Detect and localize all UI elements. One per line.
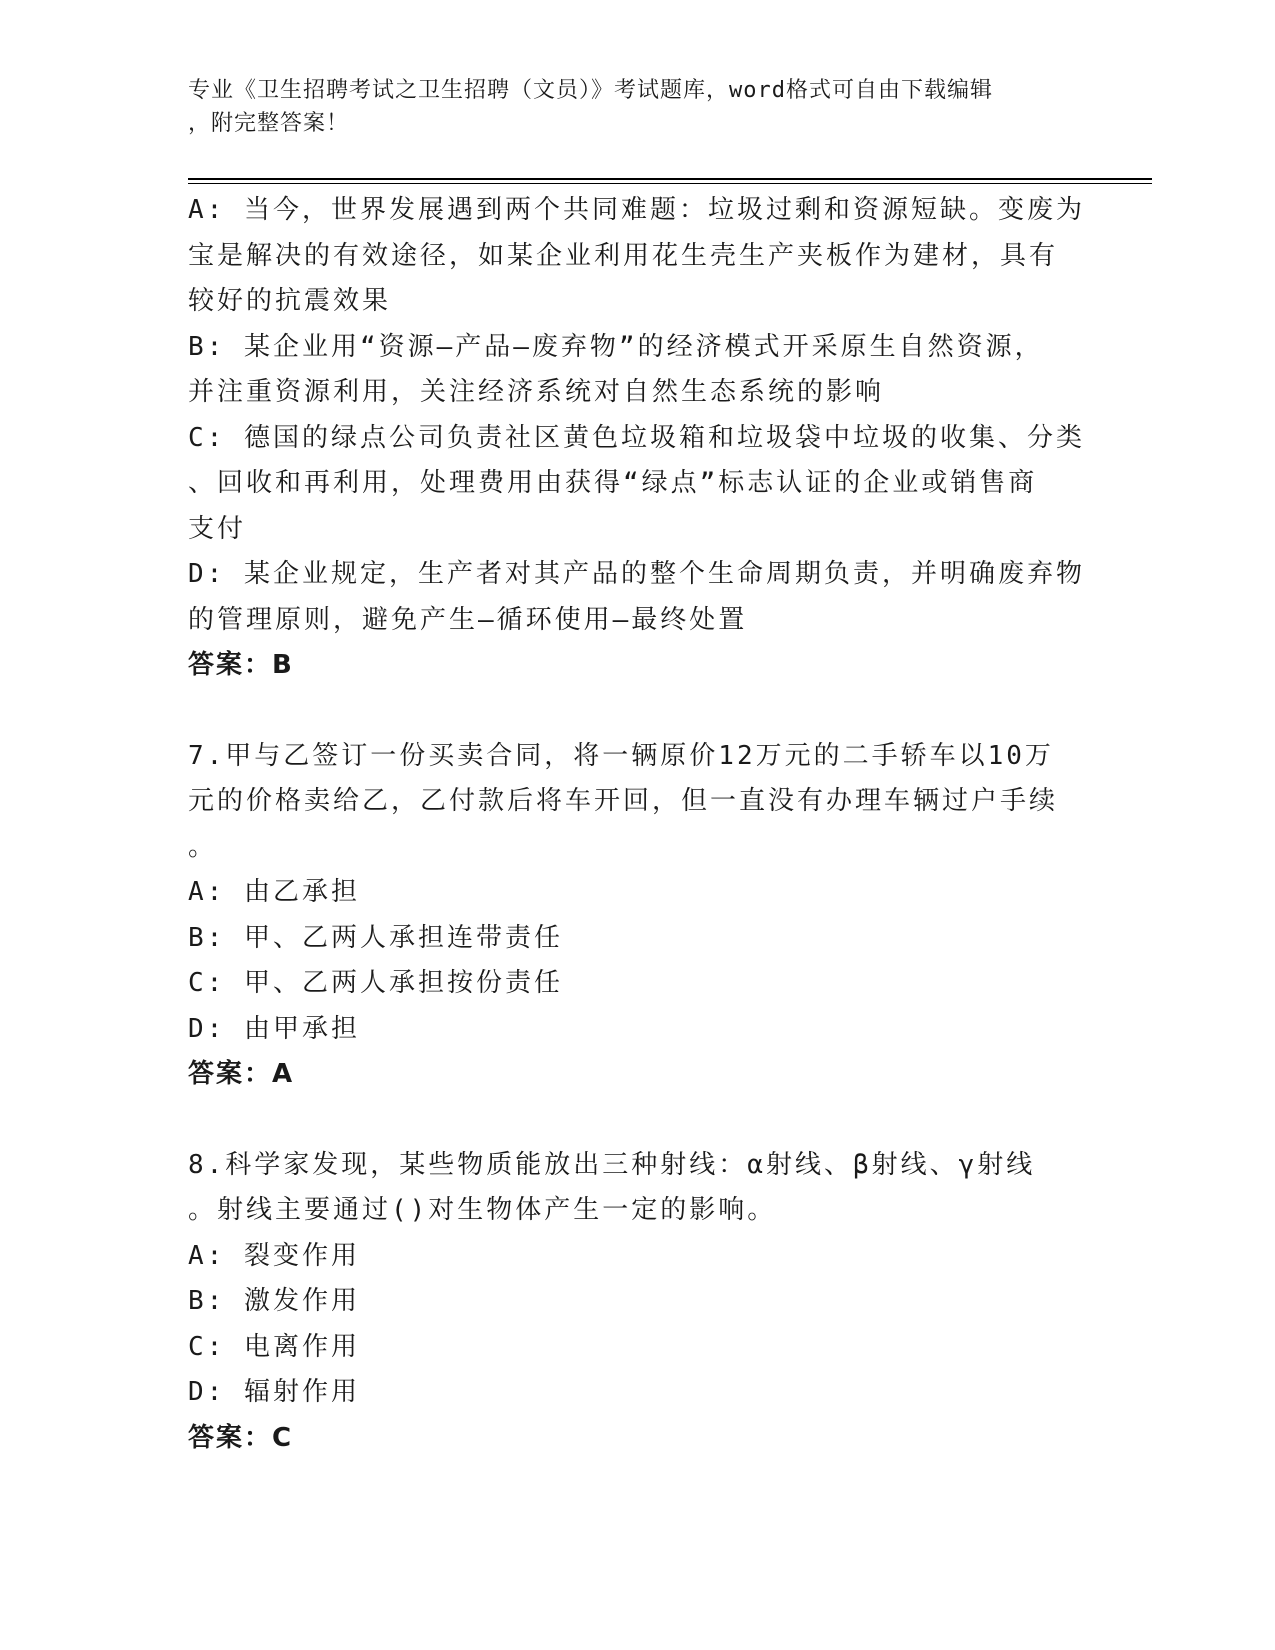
header-divider-thin	[188, 183, 1152, 184]
q7-stem-line-1: 7.甲与乙签订一份买卖合同，将一辆原价12万元的二手轿车以10万	[188, 740, 1054, 771]
q6-option-b-line-2: 并注重资源利用，关注经济系统对自然生态系统的影响	[188, 377, 885, 407]
q7-stem-line-3: 。	[188, 831, 218, 862]
q6-option-b	[188, 325, 1088, 416]
document-header	[188, 74, 1088, 140]
q7-stem	[188, 734, 1088, 871]
q8-stem-line-1: 8.科学家发现，某些物质能放出三种射线：α射线、β射线、γ射线	[188, 1149, 1036, 1180]
q6-option-d	[188, 552, 1088, 643]
q6-answer: 答案：B	[188, 650, 294, 680]
q8-answer: 答案：C	[188, 1422, 294, 1453]
q6-option-d-line-1: D: 某企业规定，生产者对其产品的整个生命周期负责，并明确废弃物	[188, 559, 1085, 589]
q6-option-c-line-3: 支付	[188, 513, 247, 544]
document-body	[188, 188, 1088, 1461]
q8-option-d: D: 辐射作用	[188, 1377, 360, 1407]
question-7	[188, 734, 1088, 1098]
q7-option-a: A: 由乙承担	[188, 877, 360, 907]
q7-option-c: C: 甲、乙两人承担按份责任	[188, 968, 563, 998]
q6-option-a-line-3: 较好的抗震效果	[188, 286, 392, 316]
question-6	[188, 188, 1088, 689]
spacer	[188, 1098, 1088, 1143]
q6-option-c-line-2: 、回收和再利用，处理费用由获得“绿点”标志认证的企业或销售商	[188, 468, 1038, 498]
q6-option-c-line-1: C: 德国的绿点公司负责社区黄色垃圾箱和垃圾袋中垃圾的收集、分类	[188, 422, 1085, 453]
q6-option-a-line-1: A: 当今，世界发展遇到两个共同难题：垃圾过剩和资源短缺。变废为	[188, 195, 1085, 225]
q6-option-d-line-2: 的管理原则，避免产生—循环使用—最终处置	[188, 604, 748, 635]
q8-stem-line-2: 。射线主要通过()对生物体产生一定的影响。	[188, 1195, 777, 1225]
q7-answer: 答案：A	[188, 1059, 295, 1089]
header-line-2: ，附完整答案！	[188, 111, 350, 136]
q6-option-a-line-2: 宝是解决的有效途径，如某企业利用花生壳生产夹板作为建材，具有	[188, 240, 1059, 271]
q6-option-c	[188, 416, 1088, 553]
q7-option-d: D: 由甲承担	[188, 1013, 360, 1044]
question-8	[188, 1143, 1088, 1462]
spacer	[188, 689, 1088, 734]
q8-option-b: B: 激发作用	[188, 1286, 360, 1316]
header-line-1: 专业《卫生招聘考试之卫生招聘（文员）》考试题库，word格式可自由下载编辑	[188, 78, 993, 103]
q7-option-b: B: 甲、乙两人承担连带责任	[188, 922, 563, 953]
q8-option-a: A: 裂变作用	[188, 1240, 360, 1271]
q6-option-b-line-1: B: 某企业用“资源—产品—废弃物”的经济模式开采原生自然资源，	[188, 331, 1044, 362]
q8-option-c: C: 电离作用	[188, 1331, 360, 1362]
q8-stem	[188, 1143, 1088, 1234]
q6-option-a	[188, 188, 1088, 325]
q7-stem-line-2: 元的价格卖给乙，乙付款后将车开回，但一直没有办理车辆过户手续	[188, 786, 1059, 816]
header-divider-thick	[188, 178, 1152, 180]
